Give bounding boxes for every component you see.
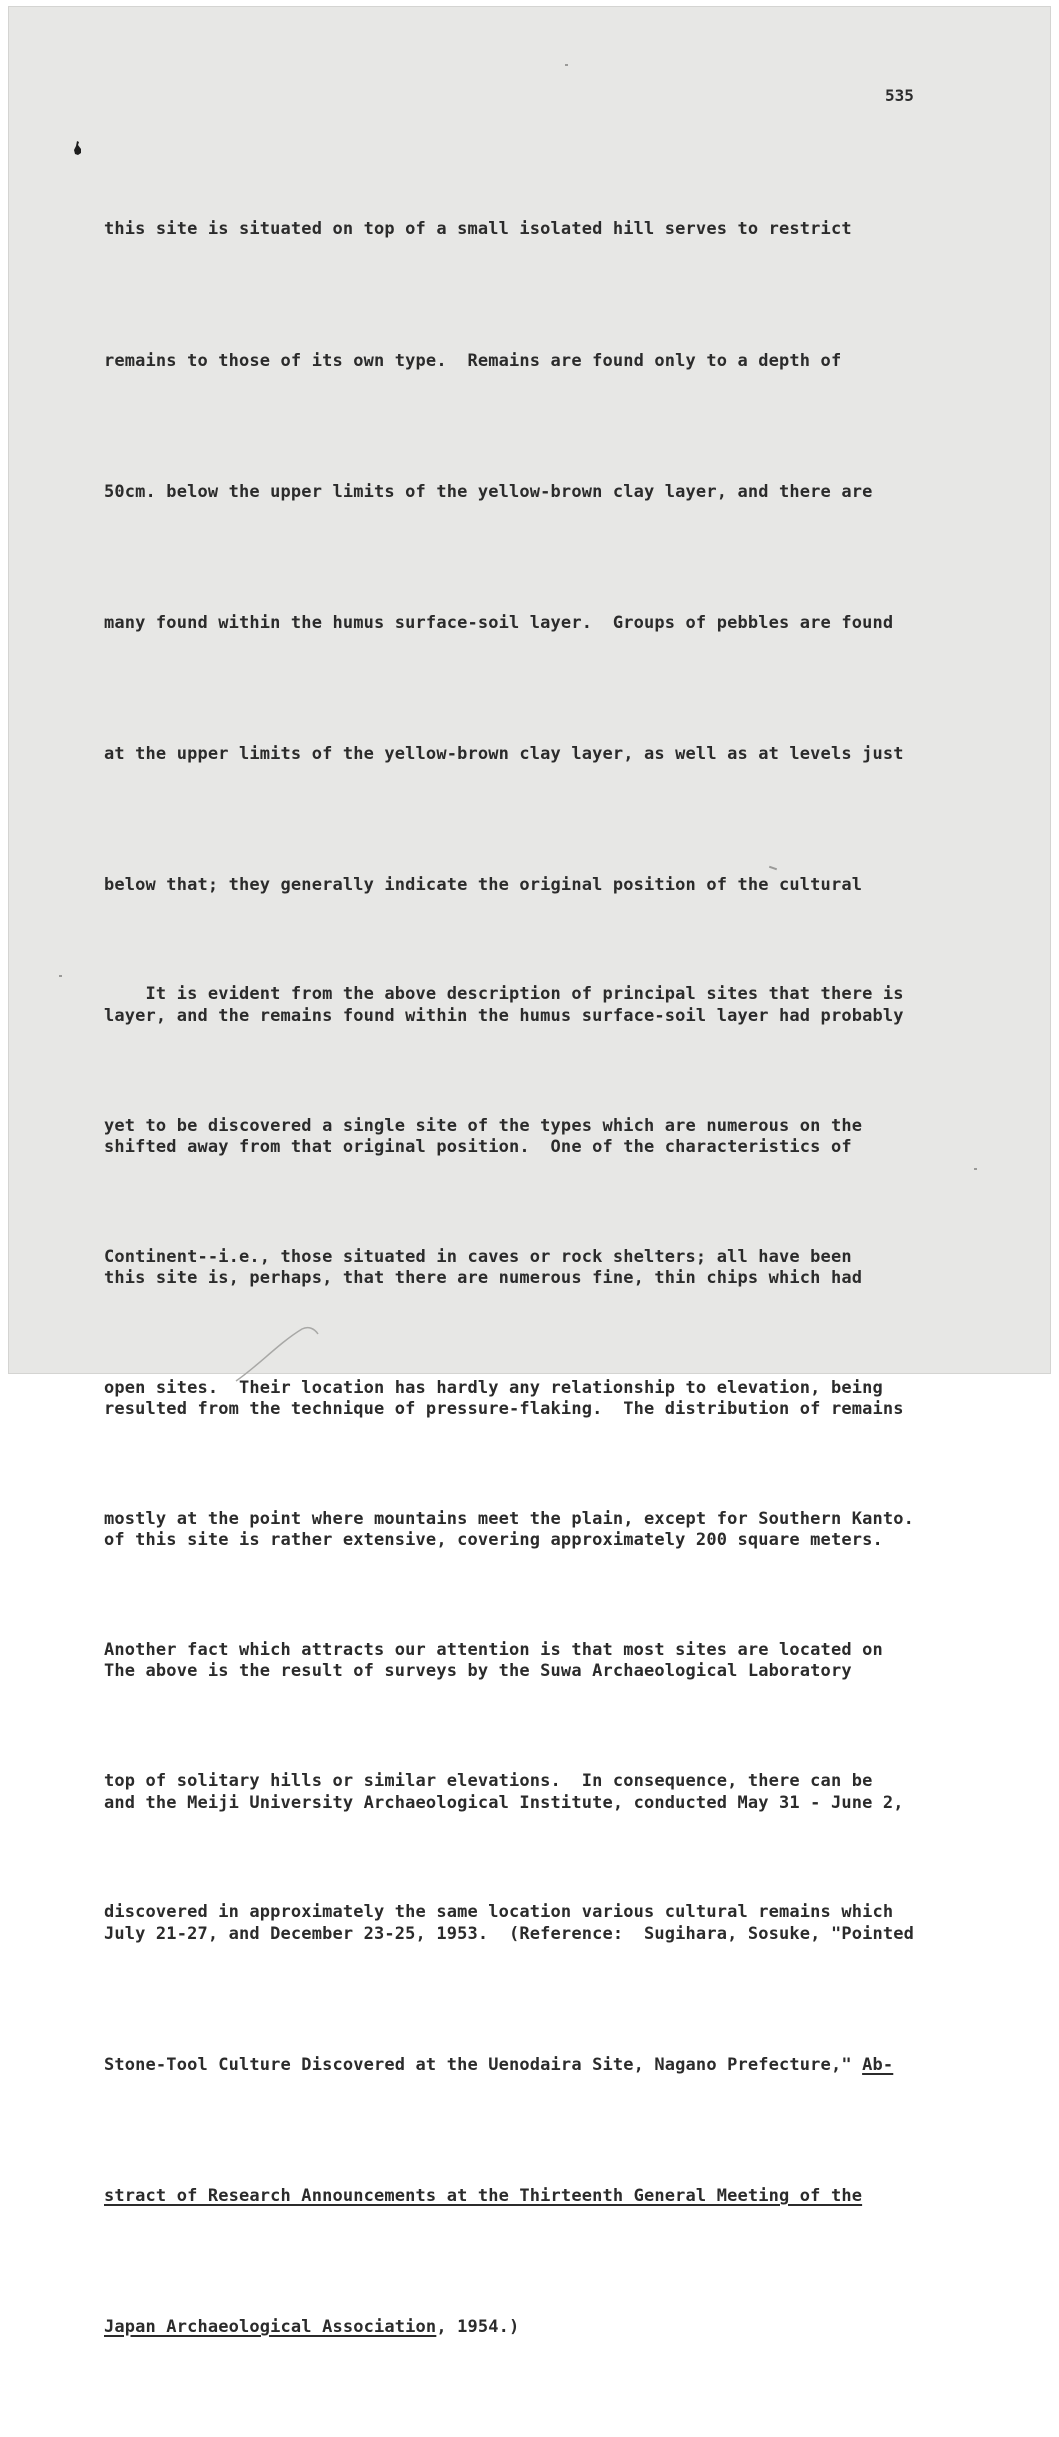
- reference-line: [104, 2306, 914, 2350]
- text-line: The above is the result of surveys by the Suwa Archaeological Laboratory: [104, 1661, 852, 1682]
- text-line: resulted from the technique of pressure-flaking. The distribution of remains: [104, 1399, 904, 1420]
- text-line: Another fact which attracts our attention is that most sites are located on: [104, 1639, 883, 1660]
- reference-line: [104, 2044, 914, 2088]
- document-page: [8, 6, 1051, 2337]
- reference-title: Japan Archaeological Association: [104, 2316, 437, 2337]
- text-line: shifted away from that original position. One of the characteristics of: [104, 1137, 852, 1158]
- text-line: top of solitary hills or similar elevations. In consequence, there can be: [104, 1770, 873, 1791]
- scan-speck: [565, 64, 568, 66]
- text-line: this site is situated on top of a small isolated hill serves to restrict: [104, 219, 852, 240]
- paragraph-2: [104, 886, 914, 2022]
- page-number: 535: [885, 86, 914, 105]
- pencil-stroke-mark: [234, 1325, 324, 1385]
- text-line: It is evident from the above description of principal sites that there is: [104, 984, 904, 1005]
- text-line: below that; they generally indicate the original position of the cultural: [104, 874, 863, 895]
- text-line: of this site is rather extensive, covering approximately 200 square meters.: [104, 1530, 883, 1551]
- ink-blot-mark: [73, 141, 82, 155]
- scan-speck: [974, 1168, 977, 1170]
- reference-text: Stone-Tool Culture Discovered at the Uenodaira Site, Nagano Prefecture,": [104, 2054, 852, 2075]
- text-line: open sites. Their location has hardly any relationship to elevation, being: [104, 1377, 883, 1398]
- reference-line: [104, 2175, 914, 2219]
- text-line: mostly at the point where mountains meet the plain, except for Southern Kanto.: [104, 1508, 915, 1529]
- text-line: July 21-27, and December 23-25, 1953. (Reference: Sugihara, Sosuke, "Pointed: [104, 1923, 915, 1944]
- text-line: and the Meiji University Archaeological Institute, conducted May 31 - June 2,: [104, 1792, 904, 1813]
- text-line: layer, and the remains found within the humus surface-soil layer had probably: [104, 1005, 904, 1026]
- reference-text: , 1954.): [436, 2316, 520, 2337]
- text-line: discovered in approximately the same location various cultural remains which: [104, 1902, 894, 1923]
- text-line: this site is, perhaps, that there are numerous fine, thin chips which had: [104, 1268, 863, 1289]
- text-line: many found within the humus surface-soil layer. Groups of pebbles are found: [104, 612, 894, 633]
- scan-speck: [59, 975, 62, 977]
- reference-title: stract of Research Announcements at the Thirteenth General Meeting of the: [104, 2185, 863, 2206]
- text-line: 50cm. below the upper limits of the yellow-brown clay layer, and there are: [104, 481, 873, 502]
- reference-title: Ab-: [862, 2054, 894, 2075]
- text-line: yet to be discovered a single site of the types which are numerous on the: [104, 1115, 863, 1136]
- text-line: Continent--i.e., those situated in caves or rock shelters; all have been: [104, 1246, 852, 1267]
- text-line: at the upper limits of the yellow-brown clay layer, as well as at levels just: [104, 743, 904, 764]
- text-line: remains to those of its own type. Remains are found only to a depth of: [104, 350, 842, 371]
